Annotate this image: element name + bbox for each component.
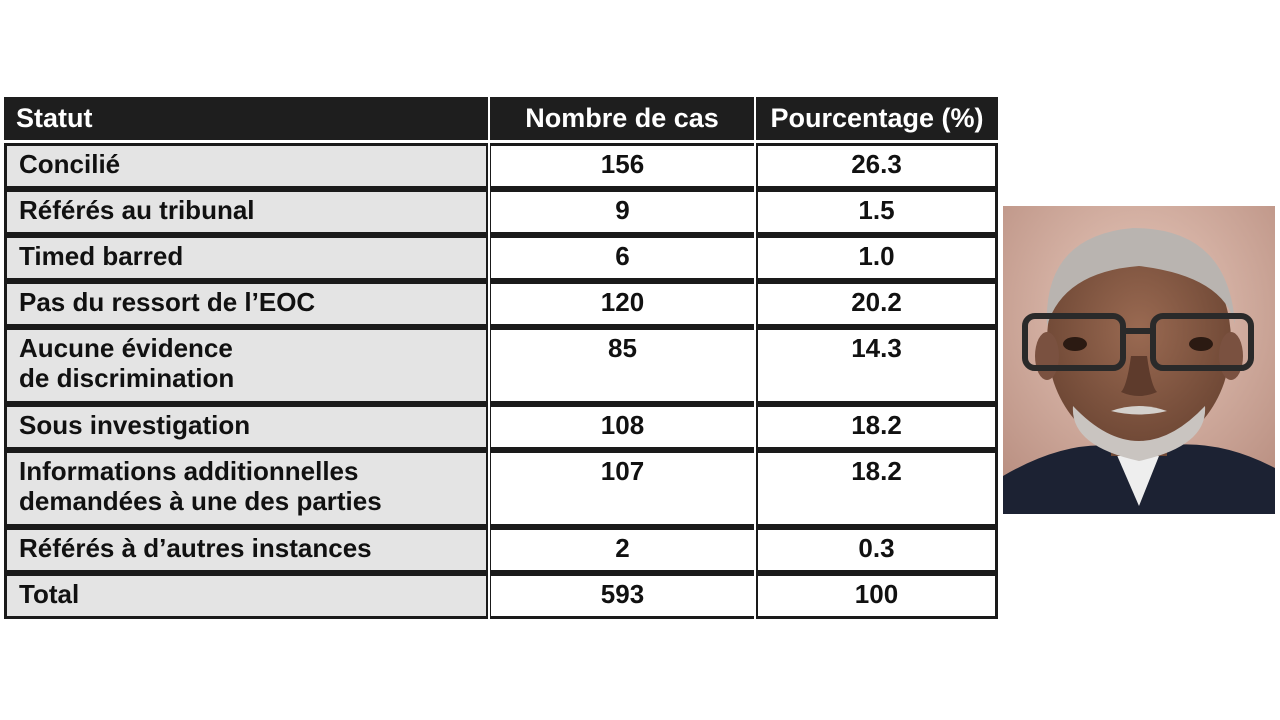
status-label: Référés au tribunal <box>19 195 255 225</box>
header-statut: Statut <box>4 97 488 140</box>
status-cell <box>4 450 488 527</box>
status-label: Timed barred <box>19 241 184 271</box>
status-label: de discrimination <box>19 363 235 393</box>
table-row <box>4 281 998 327</box>
header-nombre-de-cas: Nombre de cas <box>490 97 754 140</box>
percent-cell: 0.3 <box>756 527 998 573</box>
status-label: Aucune évidence <box>19 333 233 363</box>
percent-cell: 100 <box>756 573 998 619</box>
status-cell <box>4 281 488 327</box>
status-cell <box>4 527 488 573</box>
percent-cell: 20.2 <box>756 281 998 327</box>
status-cell <box>4 404 488 450</box>
status-label: Pas du ressort de l’EOC <box>19 287 316 317</box>
table-header-row <box>4 97 998 140</box>
percent-cell: 26.3 <box>756 143 998 189</box>
status-table <box>4 97 998 621</box>
header-pourcentage: Pourcentage (%) <box>756 97 998 140</box>
cases-cell: 9 <box>490 189 754 235</box>
table-row <box>4 404 998 450</box>
cases-cell: 120 <box>490 281 754 327</box>
cases-cell: 85 <box>490 327 754 404</box>
table-row <box>4 527 998 573</box>
status-label: Total <box>19 579 80 609</box>
cases-cell: 107 <box>490 450 754 527</box>
status-cell <box>4 327 488 404</box>
status-cell <box>4 143 488 189</box>
table-row <box>4 235 998 281</box>
status-cell <box>4 189 488 235</box>
cases-cell: 2 <box>490 527 754 573</box>
table-row <box>4 573 998 619</box>
status-cell <box>4 235 488 281</box>
status-label: Référés à d’autres instances <box>19 533 372 563</box>
table-row <box>4 189 998 235</box>
right-eye-shape <box>1189 337 1213 351</box>
cases-cell: 156 <box>490 143 754 189</box>
right-ear-shape <box>1219 332 1243 380</box>
cases-cell: 108 <box>490 404 754 450</box>
percent-cell: 1.0 <box>756 235 998 281</box>
portrait-photo <box>1003 206 1275 514</box>
cases-cell: 6 <box>490 235 754 281</box>
percent-cell: 1.5 <box>756 189 998 235</box>
left-eye-shape <box>1063 337 1087 351</box>
status-label: Informations additionnelles <box>19 456 359 486</box>
left-ear-shape <box>1035 332 1059 380</box>
table-row <box>4 143 998 189</box>
status-label: Concilié <box>19 149 121 179</box>
status-label: Sous investigation <box>19 410 251 440</box>
table-row <box>4 327 998 404</box>
cases-cell: 593 <box>490 573 754 619</box>
status-cell <box>4 573 488 619</box>
table-row <box>4 450 998 527</box>
percent-cell: 18.2 <box>756 404 998 450</box>
status-label: demandées à une des parties <box>19 486 382 516</box>
percent-cell: 14.3 <box>756 327 998 404</box>
percent-cell: 18.2 <box>756 450 998 527</box>
